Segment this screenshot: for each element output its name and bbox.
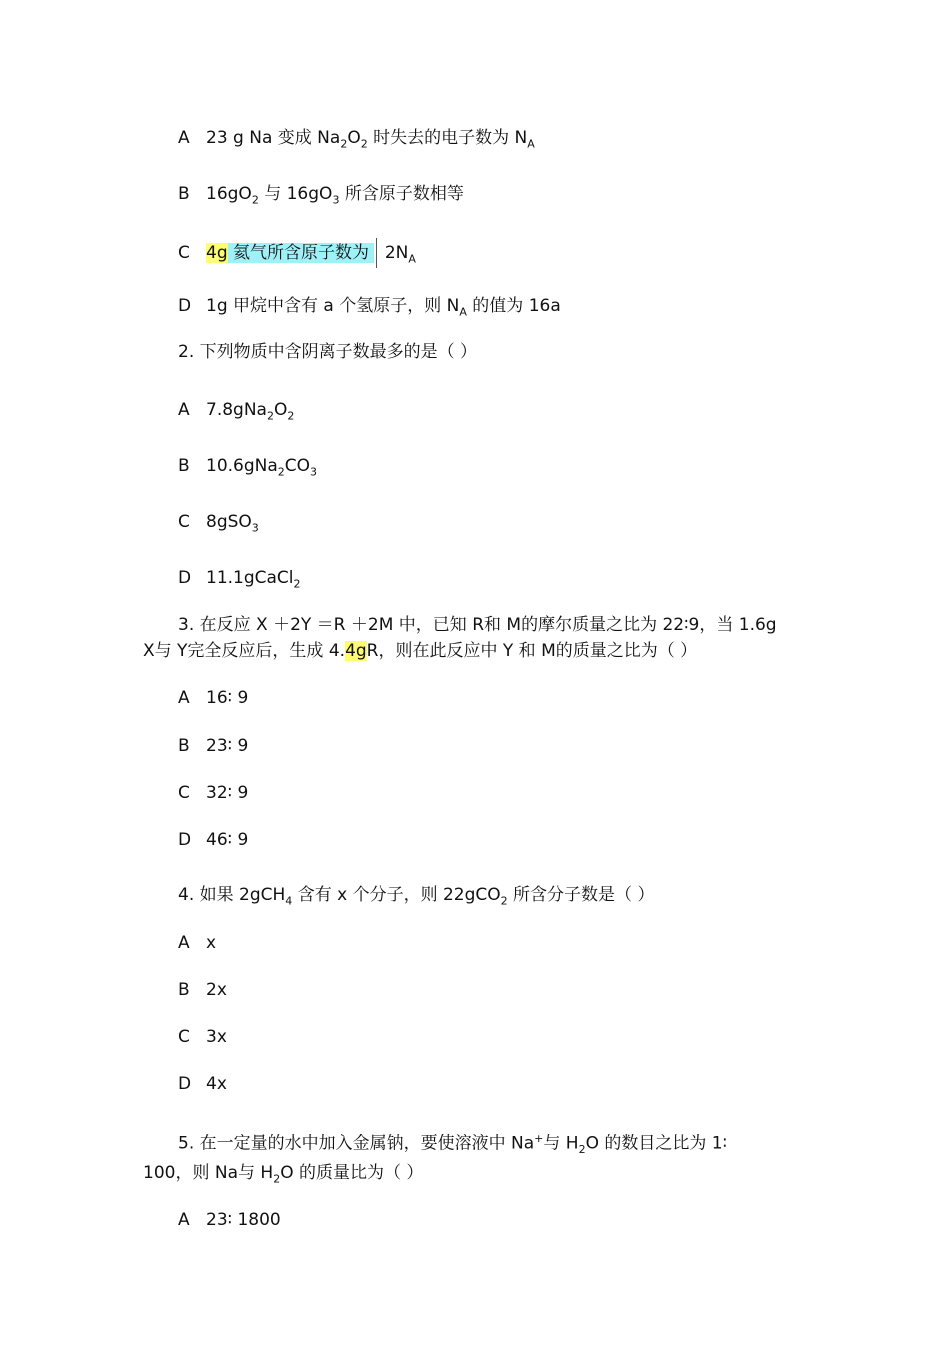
q4-stem: 4. 如果 2gCH$_4$ 含有 x 个分子，则 22gCO$_2$ 所含分子数是（ ） (178, 885, 655, 908)
option-label: C (178, 243, 190, 263)
option-label: A (178, 1210, 190, 1230)
q5-option-a: A 23∶ 1800 (178, 1210, 281, 1230)
text-cursor (376, 238, 377, 268)
q3-option-d: D 46∶ 9 (178, 830, 249, 850)
option-label: D (178, 830, 192, 850)
option-label: A (178, 400, 190, 420)
q3-option-c: C 32∶ 9 (178, 783, 249, 803)
q5-stem-line1: 5. 在一定量的水中加入金属钠，要使溶液中 Na+与 $H_2O$ 的数目之比为 1∶ (178, 1132, 728, 1157)
option-label: B (178, 184, 190, 204)
q3-stem-line2: X与 Y完全反应后，生成 4.4gR，则在此反应中 Y 和 M的质量之比为（ ） (143, 641, 698, 661)
option-label: C (178, 512, 190, 532)
q1-option-c: C 4g 氦气所含原子数为 $2N_A$ (178, 238, 416, 271)
option-label: B (178, 456, 190, 476)
q1-option-b: B $16gO_2$ 与 $16gO_3$ 所含原子数相等 (178, 184, 464, 207)
option-label: B (178, 980, 190, 1000)
option-label: C (178, 783, 190, 803)
q2-option-b: B $10.6gNa_2CO_3$ (178, 456, 318, 479)
q2-stem: 2. 下列物质中含阴离子数最多的是（ ） (178, 342, 478, 362)
q5-stem-line2: 100，则 Na与 $H_2O$ 的质量比为（ ） (143, 1163, 424, 1186)
q2-option-a: A $7.8gNa_2O_2$ (178, 400, 295, 423)
q3-option-b: B 23∶ 9 (178, 736, 249, 756)
q4-option-b: B 2x (178, 980, 227, 1000)
option-label: D (178, 568, 192, 588)
option-label: A (178, 128, 190, 148)
q2-option-c: C 8gSO$_3$ (178, 512, 259, 535)
q3-stem-line1: 3. 在反应 X ＋2Y ＝R ＋2M 中，已知 R和 M的摩尔质量之比为 22∶9，当 1.6g (178, 615, 777, 635)
q3-option-a: A 16∶ 9 (178, 688, 249, 708)
option-label: D (178, 1074, 192, 1094)
highlight-cyan: 氦气所含原子数为 (227, 243, 375, 263)
option-label: B (178, 736, 190, 756)
q4-option-d: D 4x (178, 1074, 227, 1094)
highlight-yellow: 4g (345, 641, 367, 661)
option-label: D (178, 296, 192, 316)
q4-option-c: C 3x (178, 1027, 227, 1047)
q1-option-d: D 1g 甲烷中含有 a 个氢原子，则 $N_A$ 的值为 16a (178, 296, 561, 319)
option-label: A (178, 688, 190, 708)
q4-option-a: A x (178, 933, 217, 953)
option-label: C (178, 1027, 190, 1047)
highlight-yellow: 4g (206, 243, 228, 263)
q2-option-d: D 11.1gCaCl$_2$ (178, 568, 301, 591)
option-label: A (178, 933, 190, 953)
q1-option-a: A 23 g Na 变成 $Na_2O_2$ 时失去的电子数为 $N_A$ (178, 128, 535, 151)
